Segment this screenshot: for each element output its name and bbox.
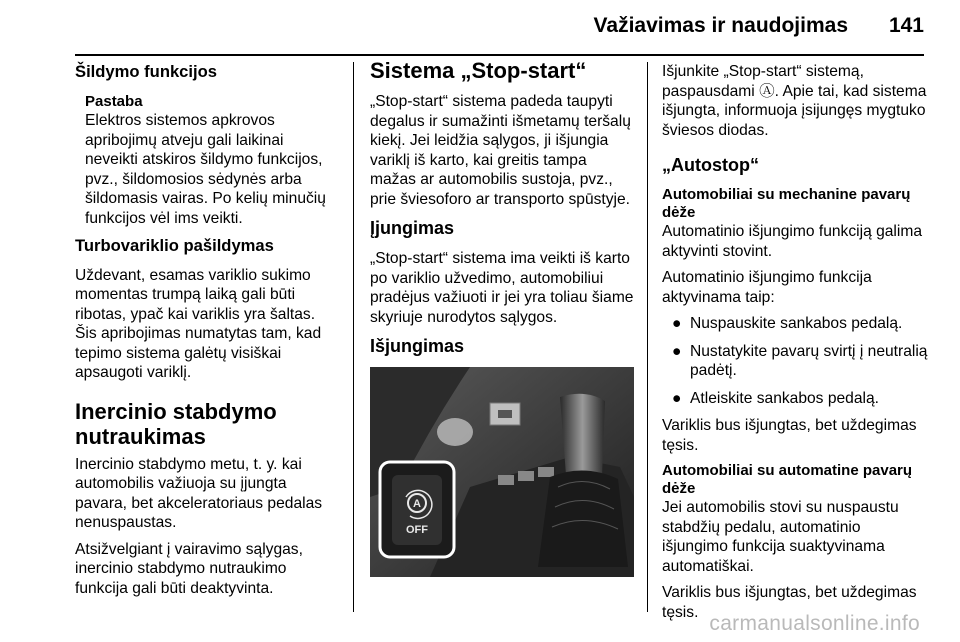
list-item: ● Nustatykite pavarų svirtį į neutralią padėtį. xyxy=(672,342,928,379)
autostop-heading: „Autostop“ xyxy=(662,155,759,175)
column-divider-2 xyxy=(647,62,648,612)
auto-paragraph-1: Jei automobilis stovi su nuspaustu stabdžių pedalu, automatinio išjungimo funkcija suaktyvinama automatiškai. xyxy=(662,499,899,575)
watermark: carmanualsonline.info xyxy=(709,612,920,635)
column-3 xyxy=(662,62,930,629)
off-label: OFF xyxy=(406,524,428,536)
inertia-paragraph-2: Atsižvelgiant į vairavimo sąlygas, inercinio stabdymo nutraukimo funkcija gali būti deaktyvinta. xyxy=(75,540,303,597)
manual-paragraph-1: Automatinio išjungimo funkciją galima aktyvinti stovint. xyxy=(662,223,923,260)
svg-text:A: A xyxy=(413,498,421,510)
deactivation-paragraph: Išjunkite „Stop-start“ sistemą, paspausdami Ⓐ. Apie tai, kad sistema išjungta, informuoja įsijungęs mygtuko šviesos diodas. xyxy=(662,63,927,139)
bullet-icon: ● xyxy=(672,389,682,407)
list-item: ● Atleiskite sankabos pedalą. xyxy=(672,389,879,407)
manual-paragraph-3: Variklis bus išjungtas, bet uždegimas tęsis. xyxy=(662,417,917,454)
note-box xyxy=(75,92,337,229)
stopstart-button-photo xyxy=(370,367,634,577)
heating-functions-heading: Šildymo funkcijos xyxy=(75,62,217,81)
bullet-icon: ● xyxy=(672,342,682,360)
page-header xyxy=(0,14,960,46)
page-number: 141 xyxy=(888,14,924,37)
turbo-heading: Turbovariklio pašildymas xyxy=(75,236,274,255)
column-1 xyxy=(75,62,337,605)
deactivation-heading: Išjungimas xyxy=(370,336,465,356)
list-item: ● Nuspauskite sankabos pedalą. xyxy=(672,315,903,332)
manual-paragraph-2: Automatinio išjungimo funkcija aktyvinama taip: xyxy=(662,269,872,306)
column-divider-1 xyxy=(353,62,354,612)
activation-paragraph: „Stop-start“ sistema ima veikti iš karto po variklio užvedimo, automobiliui pradėjus važiuoti ir jei yra toliau šiame skyriuje nurodytos sąlygos. xyxy=(370,250,634,326)
activation-heading: Įjungimas xyxy=(370,218,455,238)
stopstart-heading: Sistema „Stop-start“ xyxy=(370,58,587,83)
console-illustration xyxy=(370,367,634,577)
bullet-icon: ● xyxy=(672,315,682,332)
note-text: Elektros sistemos apkrovos apribojimų atveju gali laikinai neveikti atskiros šildymo funkcijos, pvz., šildomosios sėdynės arba šildomasis vairas. Po kelių minučių funkcijos vėl ims veikti. xyxy=(85,112,326,227)
note-title: Pastaba xyxy=(85,92,143,110)
stopstart-paragraph: „Stop-start“ sistema padeda taupyti degalus ir sumažinti išmetamų teršalų kiekį. Jei leidžia sąlygos, ji išjungia variklį iš karto, kai greitis tampa mažas ar automobilis sustoja, pvz., prie šviesoforo ar transporto spūstyje. xyxy=(370,93,631,208)
auto-paragraph-2: Variklis bus išjungtas, bet uždegimas tęsis. xyxy=(662,584,917,621)
inertia-paragraph-1: Inercinio stabdymo metu, t. y. kai automobilis važiuoja su įjungta pavara, bet akceleratoriaus pedalas nenuspaustas. xyxy=(75,455,323,531)
autostop-steps xyxy=(662,314,930,408)
automatic-gearbox-heading: Automobiliai su automatine pavarų dėže xyxy=(662,462,913,497)
manual-gearbox-heading: Automobiliai su mechanine pavarų dėže xyxy=(662,186,911,221)
column-2 xyxy=(370,58,635,577)
header-title: Važiavimas ir naudojimas xyxy=(593,14,848,37)
inertia-heading: Inercinio stabdymo nutraukimas xyxy=(75,398,277,449)
header-rule xyxy=(75,54,924,56)
turbo-paragraph: Uždevant, esamas variklio sukimo momentas trumpą laiką gali būti ribotas, ypač kai variklis yra šaltas. Šis apribojimas numatytas tam, kad tepimo sistema galėtų visiškai apsaugoti variklį. xyxy=(75,266,322,381)
